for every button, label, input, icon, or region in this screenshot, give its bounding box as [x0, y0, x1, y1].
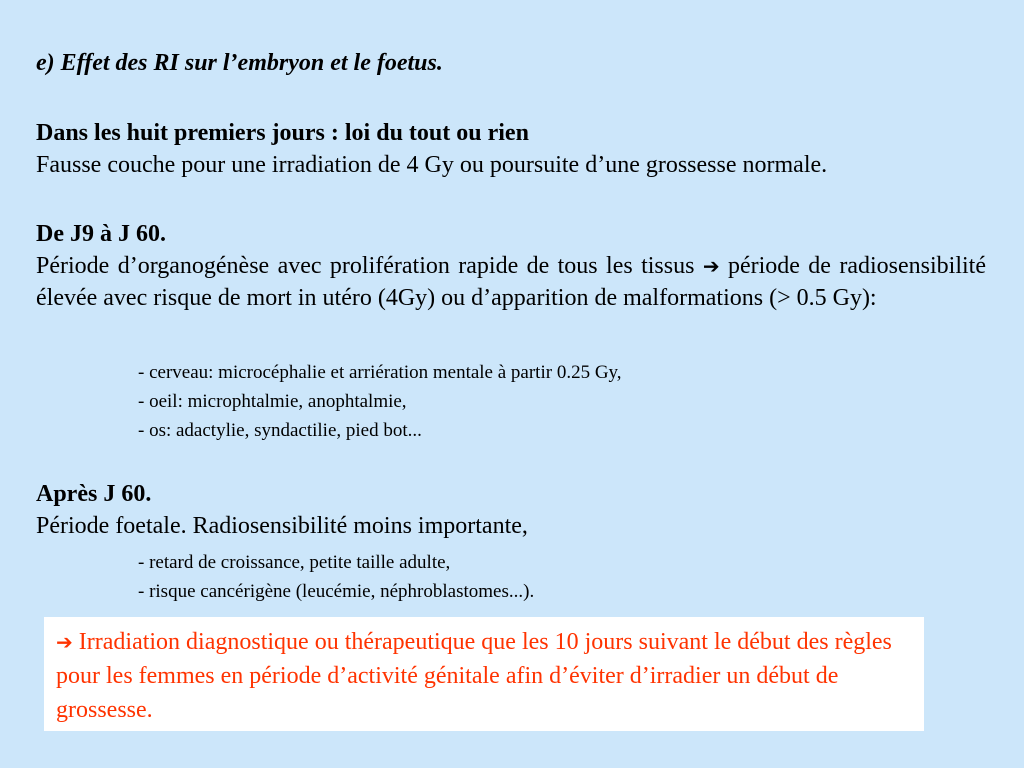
notice-box	[44, 617, 924, 731]
right-arrow-icon: ➔	[56, 630, 73, 654]
section-text: Période foetale. Radiosensibilité moins importante,	[36, 513, 528, 539]
list-item: - os: adactylie, syndactilie, pied bot...	[138, 420, 422, 441]
section-text: Fausse couche pour une irradiation de 4 Gy ou poursuite d’une grossesse normale.	[36, 152, 828, 178]
section-heading: De J9 à J 60.	[36, 221, 166, 247]
list-item: - retard de croissance, petite taille adulte,	[138, 552, 451, 573]
list-item: - oeil: microphtalmie, anophtalmie,	[138, 391, 407, 412]
list-item: - cerveau: microcéphalie et arriération mentale à partir 0.25 Gy,	[138, 362, 622, 383]
slide-title: e) Effet des RI sur l’embryon et le foetus.	[36, 50, 443, 76]
sublist-j9-j60	[138, 358, 622, 445]
section-text	[36, 250, 986, 314]
section-heading: Après J 60.	[36, 481, 152, 507]
section-text-part: période de radiosensibilité élevée avec risque de mort in utéro (4Gy) ou d’apparition de malformations (> 0.5 Gy):	[36, 253, 986, 311]
section-j9-j60	[36, 218, 986, 314]
section-heading: Dans les huit premiers jours : loi du tout ou rien	[36, 120, 529, 146]
section-first-days	[36, 117, 986, 181]
sublist-after-j60	[138, 548, 534, 606]
list-item: - risque cancérigène (leucémie, néphroblastomes...).	[138, 581, 535, 602]
section-text-part: Période d’organogénèse avec prolifération rapide de tous les tissus	[36, 253, 703, 279]
section-after-j60	[36, 478, 986, 542]
right-arrow-icon: ➔	[702, 254, 720, 278]
notice-text: Irradiation diagnostique ou thérapeutique que les 10 jours suivant le début des règles pour les femmes en période d’activité génitale afin d’éviter d’irradier un début de grossesse.	[56, 629, 892, 723]
